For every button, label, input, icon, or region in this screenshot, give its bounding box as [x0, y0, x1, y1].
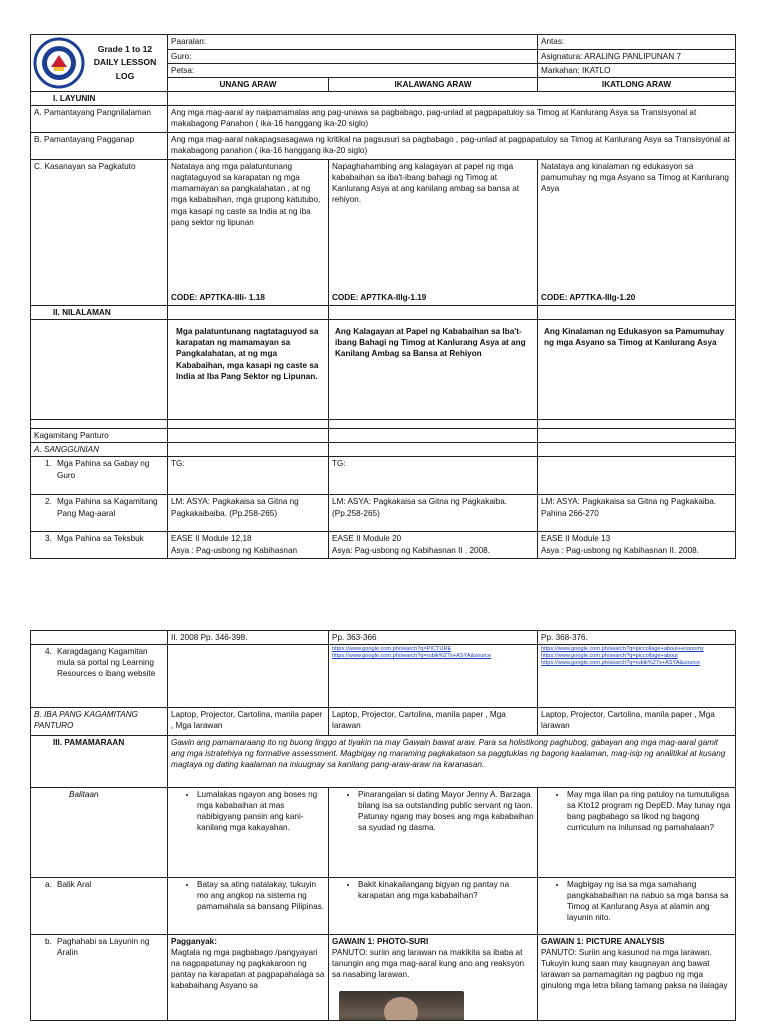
iba-pang-kagamitan-day3: Laptop, Projector, Cartolina, manila paper , Mga larawan: [538, 708, 736, 736]
iba-pang-kagamitan-day2: Laptop, Projector, Cartolina, manila paper , Mga larawan: [329, 708, 538, 736]
link-piccollage-about[interactable]: https://www.google.com.ph/search?q=piccollage+about: [541, 653, 678, 660]
picture-analysis-title: GAWAIN 1: PICTURE ANALYSIS: [541, 937, 665, 947]
iba-pang-kagamitan-day1: Laptop, Projector, Cartolina, manila paper , Mga larawan: [168, 708, 329, 736]
day3-header: IKATLONG ARAW: [538, 78, 736, 92]
balitaan-day1: • Lumalakas ngayon ang boses ng mga kababaihan at mas nabibigyang pansin ang kani-kanilang mga kakayahan.: [197, 789, 325, 833]
kasanayan-day2: Napaghahambing ang kalagayan at papel ng mga kababaihan sa iba't-ibang bahagi ng Timog at Kanlurang Asya at ang kanilang ambag sa bansa at rehiyon.: [332, 162, 520, 205]
code-day3: CODE: AP7TKA-IIIg-1.20: [541, 293, 636, 303]
header-cell: [31, 35, 168, 92]
deped-seal-icon: [33, 37, 85, 89]
pamamaraan-heading: III. PAMAMARAAN: [31, 736, 168, 788]
gabay-guro-label: 1. Mga Pahina sa Gabay ng Guro: [31, 457, 168, 495]
paghahabi-label: b. Paghahabi sa Layunin ng Aralin: [31, 935, 168, 1021]
lesson-log-page-1: [30, 34, 736, 559]
teksbuk-cont-day2: Pp. 363-366: [329, 631, 538, 645]
pamantayang-pagganap-label: B. Pamantayang Pagganap: [31, 133, 168, 160]
kasanayan-day1: Natataya ang mga palatuntunang nagtataguyod sa karapatan ng mga mamamayan sa pangkalahatan , at ng mga kababaihan, mga grupong katutubo, mga kasapi ng caste sa India at ng iba pang sektor ng lipunan: [171, 162, 321, 227]
pamantayang-pangnilalaman-label: A. Pamantayang Pangnilalaman: [31, 106, 168, 133]
picture-analysis-text: PANUTO: Suriin ang kasunod na mga larawan. Tukuyin kung saan may kaugnayan ang bawat larawan sa pamamagitan ng pagbuo ng mga ginulong mga letra bilang tamang paksa na ilalagay: [541, 948, 728, 991]
karagdagang-kagamitan-label: 4. Karagdagang Kagamitan mula sa portal ng Learning Resources o ibang website: [31, 645, 168, 708]
nilalaman-day3: Ang Kinalaman ng Edukasyon sa Pamumuhay ng mga Asyano sa Timog at Kanlurang Asya: [538, 320, 736, 420]
link-picture[interactable]: https://www.google.com.ph/search?q=PICTURE: [332, 646, 452, 653]
teksbuk-cont-day3: Pp. 368-376.: [538, 631, 736, 645]
link-piccollage-economy[interactable]: https://www.google.com.ph/search?q=piccollage+about+economy: [541, 646, 704, 653]
pamamaraan-intro: Gawin ang pamamaraang ito ng buong linggo at tiyakin na may Gawain bawat araw. Para sa holistikong paghubog, gabayan ang mga mag-aaral gamit ang mga istratehiya ng formative assessment. Magbigay ng maraming pagkakataon sa paggtuklas ng bagong kaalaman, mag-isip ng analitikal at kusang magtaya ng dating kaalaman na iniuugnay sa kanilang pang-araw-araw na karanasan.: [168, 736, 736, 788]
nilalaman-day2: Ang Kalagayan at Papel ng Kababaihan sa Iba't-ibang Bahagi ng Timog at Kanlurang Asya at ang Kanilang Ambag sa Bansa at Rehiyon: [329, 320, 538, 420]
kasanayan-day3: Natataya ang kinalaman ng edukasyon sa pamumuhay ng mga Asyano sa Timog at Kanlurang Asya: [541, 162, 729, 194]
gabay-guro-day1: TG:: [168, 457, 329, 495]
balik-aral-label: a. Balik Aral: [31, 878, 168, 935]
lesson-log-title: Grade 1 to 12 DAILY LESSON LOG: [93, 44, 157, 81]
asignatura-field: Asignatura: ARALING PANLIPUNAN 7: [538, 50, 736, 64]
photo-suri-text: PANUTO: suriin ang larawan na makikita sa ibaba at tanungin ang mga mag-aaral kung ano ang reaksyon sa nasabing larawan.: [332, 948, 525, 980]
link-rubiks-asya-2[interactable]: https://www.google.com.ph/search?q=rubik%27s+ASYA&source: [541, 660, 701, 667]
day2-header: IKALAWANG ARAW: [329, 78, 538, 92]
kasanayan-label: C. Kasanayan sa Pagkatuto: [31, 160, 168, 306]
balitaan-day2: • Pinarangalan si dating Mayor Jenny A. Barzaga bilang isa sa outstanding public servant ng taon. Patunay ngang may boses ang mga kababaihan sa syudad ng dasma.: [358, 789, 534, 833]
layunin-heading: I. LAYUNIN: [31, 92, 168, 106]
gabay-guro-day2: TG:: [329, 457, 538, 495]
iba-pang-kagamitan-label: B. IBA PANG KAGAMITANG PANTURO: [31, 708, 168, 736]
nilalaman-day1: Mga palatuntunang nagtataguyod sa karapatan ng mamamayan sa Pangkalahatan, at ng mga Kababaihan, mga kasapi ng caste sa India at Iba Pang Sektor ng Lipunan.: [168, 320, 329, 420]
teksbuk-cont-day1: II. 2008 Pp. 346-398.: [168, 631, 329, 645]
balik-aral-day1: • Batay sa ating natalakay, tukuyin mo ang angkop na sistema ng pamamahala sa bansang Pilipinas.: [197, 879, 325, 912]
pagganyak-title: Pagganyak:: [171, 937, 217, 947]
paaralan-field: Paaralan:: [168, 35, 538, 50]
teksbuk-day3: EASE II Module 13 Asya : Pag-usbong ng Kabihasnan II. 2008.: [538, 532, 736, 559]
lm-day3: LM: ASYA: Pagkakaisa sa Gitna ng Pagkakaiba. Pahina 266-270: [538, 495, 736, 532]
markahan-field: Markahan: IKATLO: [538, 64, 736, 78]
nilalaman-heading: II. NILALAMAN: [31, 306, 168, 320]
pagganyak-text: Magtala ng mga pagbabago /pangyayari na nagpapatunay ng pagkakaroon ng pantay na karapatan at pagpapahalaga sa kababaihang Asyano sa: [171, 948, 325, 991]
teksbuk-label: 3. Mga Pahina sa Teksbuk: [31, 532, 168, 559]
lm-day2: LM: ASYA: Pagkakaisa sa Gitna ng Pagkakaiba. (Pp.258-265): [329, 495, 538, 532]
teksbuk-day1: EASE II Module 12,18 Asya : Pag-usbong ng Kabihasnan: [168, 532, 329, 559]
code-day1: CODE: AP7TKA-IIIi- 1.18: [171, 293, 265, 303]
balik-aral-day2: • Bakit kinakailangang bigyan ng pantay na karapatan ang mga kababaihan?: [358, 879, 534, 901]
photo-suri-title: GAWAIN 1: PHOTO-SURI: [332, 937, 429, 947]
sanggunian-heading: A. SANGGUNIAN: [31, 443, 168, 457]
gabay-guro-day3: [538, 457, 736, 495]
balitaan-day3: • May mga iilan pa ring patuloy na tumutuligsa sa Kto12 program ng DepED. May tunay nga bang pagbabago sa likod ng bagong curriculum na inilunsad ng pamahalaan?: [567, 789, 732, 833]
kagamitang-pang-mag-aaral-label: 2. Mga Pahina sa Kagamitang Pang Mag-aaral: [31, 495, 168, 532]
balitaan-label: Balitaan: [31, 788, 168, 878]
day1-header: UNANG ARAW: [168, 78, 329, 92]
photo-suri-image: [339, 991, 464, 1021]
pamantayang-pagganap-text: Ang mga mag-aaral nakapagsasagawa ng kritikal na pagsusuri sa pagbabago , pag-unlad at pagpapatuloy sa Timog at Kanlurang Asya sa Transisyonal at makabagong panahon ( ika-16 hanggang ika-20 siglo): [168, 133, 736, 160]
lm-day1: LM: ASYA: Pagkakaisa sa Gitna ng Pagkakaibaiba. (Pp.258-265): [168, 495, 329, 532]
teksbuk-day2: EASE II Module 20 Asya: Pag-usbong ng Kabihasnan II . 2008.: [329, 532, 538, 559]
antas-field: Antas:: [538, 35, 736, 50]
guro-field: Guro:: [168, 50, 538, 64]
code-day2: CODE: AP7TKA-IIIg-1.19: [332, 293, 427, 303]
pamantayang-pangnilalaman-text: Ang mga mag-aaral ay naipamamalas ang pag-unawa sa pagbabago, pag-unlad at pagpapatuloy sa Timog at Kanlurang Asya sa Transisyonal at makabagong Panahon ( ika-16 hanggang ika-20 siglo): [168, 106, 736, 133]
lesson-log-page-2: [30, 630, 736, 1021]
petsa-field: Petsa:: [168, 64, 538, 78]
balik-aral-day3: • Magbigay ng isa sa mga samahang pangkababaihan na nabuo sa mga bansa sa Timog at Kanlurang Asya at alamin ang layunin nito.: [567, 879, 732, 923]
link-rubiks-asya[interactable]: https://www.google.com.ph/search?q=rubik%27s+ASYA&source: [332, 653, 492, 660]
kagamitan-heading: Kagamitang Panturo: [31, 429, 168, 443]
